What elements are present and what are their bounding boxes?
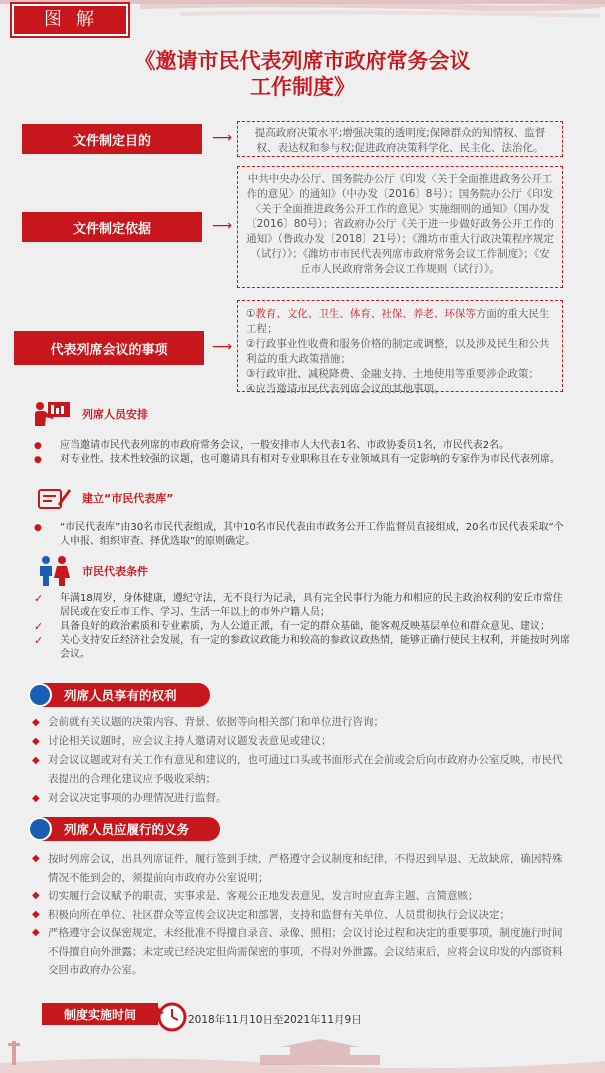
list-item: ◆ 按时列席会议，出具列席证件，履行签到手续，严格遵守会议制度和纪律，不得迟到早退、无故缺席，确因特殊情况不能到会的，须提前向市政府办公室说明；: [32, 853, 563, 884]
library-header: [34, 483, 173, 513]
arrow-right-icon: ⟶: [212, 218, 233, 234]
list-item: ✓ 具备良好的政治素质和专业素质，为人公道正派，有一定的群众基础，能客观反映基层单位和群众意见、建议；: [34, 620, 550, 633]
list-item: ◆ 严格遵守会议保密规定，未经批准不得擅自录音、录像、照相；会议讨论过程和决定的重要事项，制度施行时间不得擅自向外泄露；未定或已经决定但尚需保密的事项，不得对外泄露。会议结束后，应将会议印发的内部资料交回市政府办公室。: [32, 927, 563, 976]
clock-icon: [152, 999, 188, 1033]
rights-title: 列席人员享有的权利: [64, 688, 177, 703]
title-line-1: 《邀请市民代表列席市政府常务会议: [134, 49, 471, 73]
matters-item-3: ③行政审批、减税降费、金融支持、土地使用等重要涉企政策；: [246, 368, 539, 380]
list-item: ◆ 对会议议题或对有关工作有意见和建议的，也可通过口头或书面形式在会前或会后向市政府办公室反映，市民代表提出的合理化建议应予吸收采纳；: [32, 754, 563, 785]
matters-item-1: ①教育、文化、卫生、体育、社保、养老、环保等方面的重大民生工程；: [246, 308, 550, 335]
duties-header: [30, 817, 220, 841]
arrow-right-icon: ⟶: [212, 339, 233, 355]
library-title: 建立“市民代表库”: [82, 492, 174, 505]
arrangement-header: [34, 399, 148, 429]
basis-text: 中共中央办公厅、国务院办公厅《印发〈关于全面推进政务公开工作的意见〉的通知》（中办发〔2016〕8号）；国务院办公厅《印发〈关于全面推进政务公开工作的意见〉实施细则的通知》（国办发〔2016〕80号）；省政府办公厅《关于进一步做好政务公开工作的通知》（鲁政办发〔2018〕21号）；《潍坊市重大行政决策程序规定（试行）》；《潍坊市市民代表列席市政府常务会议工作制度》；《安丘市人民政府常务会议工作规则（试行）》。: [237, 166, 563, 288]
rights-list: [30, 713, 570, 808]
title-line-2: 工作制度》: [250, 75, 355, 99]
register-icon: [34, 483, 74, 513]
duties-title: 列席人员应履行的义务: [64, 822, 190, 837]
bullet-dot-icon: [28, 817, 52, 841]
conditions-list: [30, 592, 570, 662]
list-item: ◆ 会前就有关议题的决策内容、背景、依据等向相关部门和单位进行咨询；: [32, 716, 384, 728]
purpose-label: 文件制定目的: [22, 124, 202, 154]
arrow-right-icon: ⟶: [212, 130, 233, 146]
matters-item-4: ④应当邀请市民代表列席会议的其他事项。: [246, 383, 445, 395]
list-item: ◆ 积极向所在单位、社区群众等宣传会议决定和部署，支持和监督有关单位、人员贯彻执行会议决定；: [32, 908, 510, 921]
library-list: [30, 521, 570, 549]
header-badge: 图解: [12, 4, 128, 36]
conditions-title: 市民代表条件: [82, 565, 148, 578]
implementation-label: 制度实施时间: [42, 1003, 158, 1025]
bullet-dot-icon: [28, 683, 52, 707]
matters-label: 代表列席会议的事项: [14, 331, 204, 365]
implementation-date: 2018年11月10日至2021年11月9日: [188, 1014, 362, 1026]
basis-label: 文件制定依据: [22, 212, 202, 242]
list-item: ● “市民代表库”由30名市民代表组成，其中10名市民代表由市政务公开工作监督员直接组成，20名市民代表采取“个人申报、组织审查、择优选取”的原则确定。: [34, 522, 564, 547]
list-item: ◆ 讨论相关议题时，应会议主持人邀请对议题发表意见或建议；: [32, 735, 332, 747]
list-item: ◆ 切实履行会议赋予的职责，实事求是、客观公正地发表意见，发言时应直奔主题、言简意赅；: [32, 890, 479, 902]
duties-list: [30, 850, 570, 980]
list-item: ● 对专业性、技术性较强的议题，也可邀请具有相对专业职称且在专业领域具有一定影响的专家作为市民代表列席。: [34, 454, 560, 465]
bottom-decoration: [0, 1033, 605, 1073]
conditions-header: [34, 556, 148, 586]
rights-header: [30, 683, 210, 707]
list-item: ✓ 年满18周岁，身体健康，遵纪守法，无不良行为记录，具有完全民事行为能力和相应的民主政治权利的安丘市常住居民或在安丘市工作、学习、生活一年以上的市外户籍人员；: [34, 592, 563, 618]
meeting-icon: [34, 399, 74, 429]
page-title: [0, 48, 605, 100]
arrangement-title: 列席人员安排: [82, 408, 148, 421]
arrangement-list: [30, 439, 570, 467]
purpose-text: 提高政府决策水平;增强决策的透明度;保障群众的知情权、监督权、表达权和参与权;促进政府决策科学化、民主化、法治化。: [237, 121, 563, 157]
people-icon: [34, 556, 74, 586]
matters-item-2: ②行政事业性收费和服务价格的制定或调整，以及涉及民生和公共利益的重大政策措施；: [246, 338, 550, 365]
list-item: ✓ 关心支持安丘经济社会发展，有一定的参政议政能力和较高的参政议政热情，能够正确行使民主权利，并能按时列席会议。: [34, 634, 570, 660]
matters-box: [237, 300, 563, 395]
list-item: ◆ 对会议决定事项的办理情况进行监督。: [32, 792, 227, 804]
list-item: ● 应当邀请市民代表列席的市政府常务会议，一般安排市人大代表1名、市政协委员1名，市民代表2名。: [34, 440, 510, 451]
